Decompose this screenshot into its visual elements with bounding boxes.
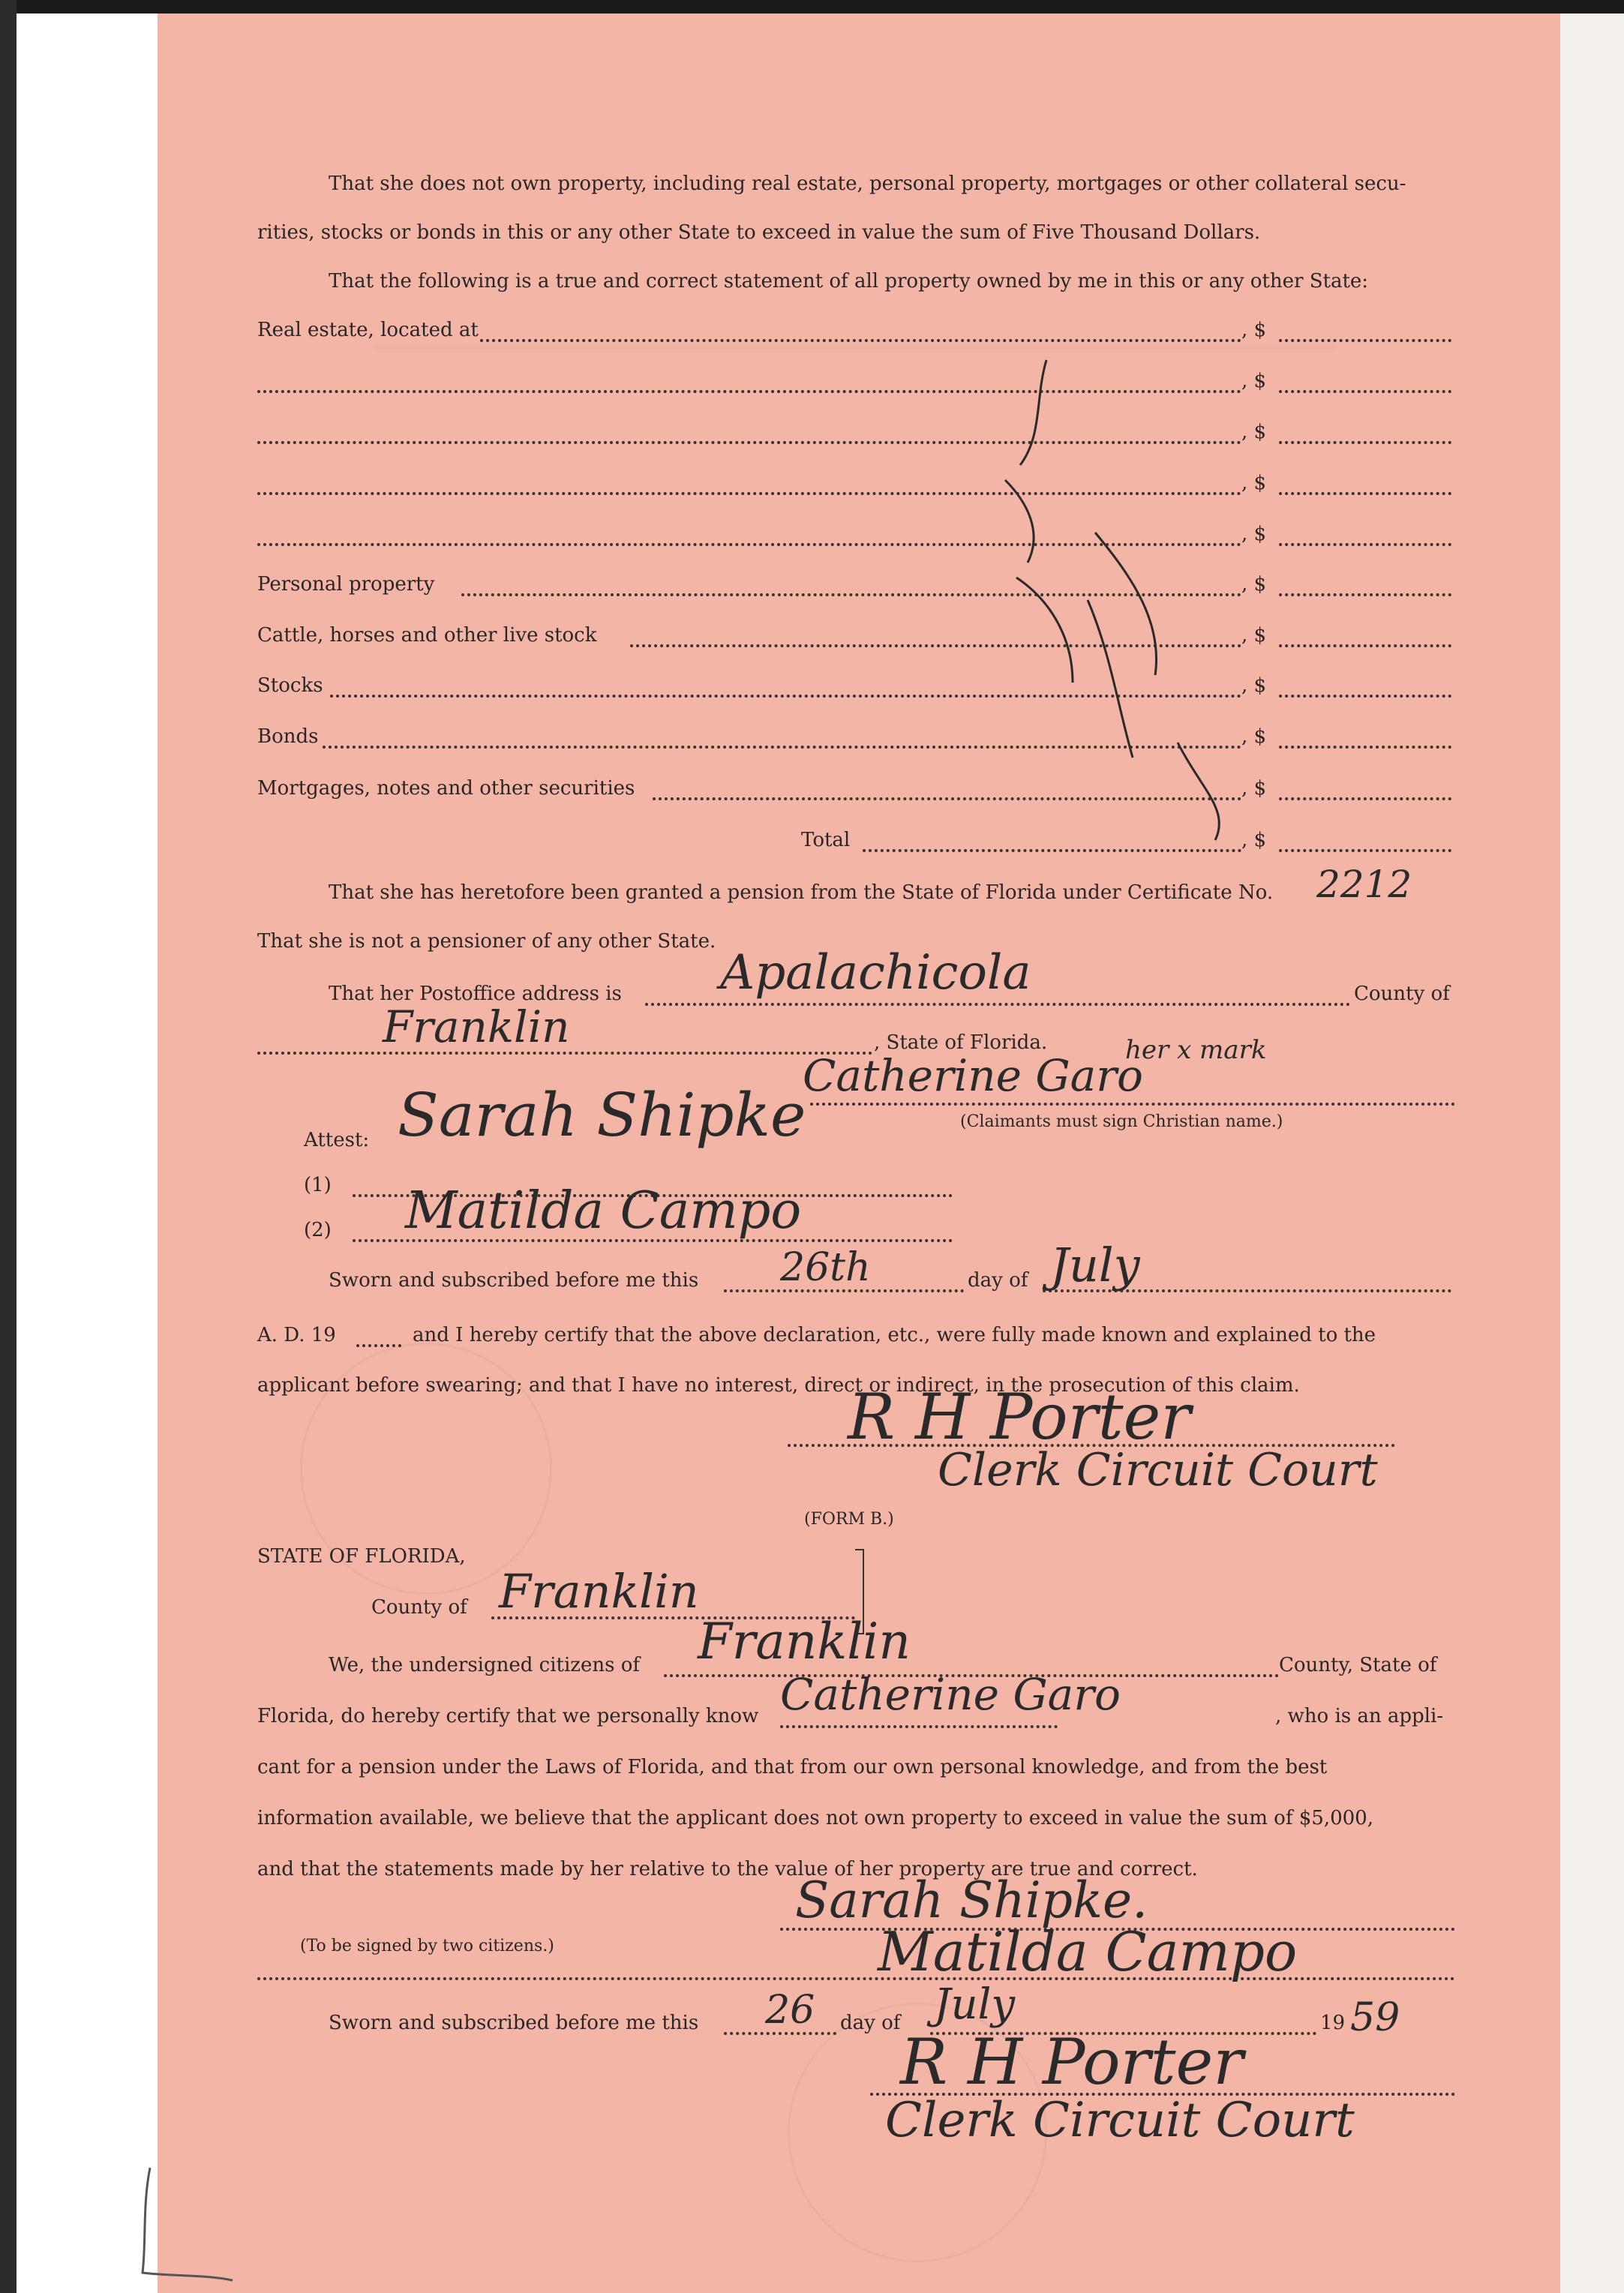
- dollar-field: , $: [1241, 319, 1267, 341]
- amount-dots: [1279, 849, 1451, 852]
- county-state-of-label: County, State of: [1279, 1654, 1437, 1676]
- handwritten-county: Franklin: [383, 1001, 570, 1052]
- handwritten-claimant-mark: her x mark: [1125, 1035, 1267, 1065]
- who-is-applicant-text: , who is an appli-: [1275, 1705, 1444, 1727]
- handwritten-formb-county: Franklin: [499, 1564, 699, 1619]
- postoffice-label: That her Postoffice address is: [329, 983, 622, 1005]
- handwritten-formb-clerk-signature: R H Porter: [900, 2025, 1244, 2099]
- leader-dots: [645, 1003, 1350, 1006]
- property-label-bonds: Bonds: [257, 725, 319, 748]
- amount-dots: [1279, 593, 1451, 596]
- handwritten-formb-year: 59: [1350, 1995, 1400, 2040]
- dollar-field: , $: [1241, 829, 1267, 851]
- formb-line-3: cant for a pension under the Laws of Florida, and that from our own personal knowledge, and from the best: [257, 1756, 1328, 1778]
- ownership-statement-line-2: rities, stocks or bonds in this or any other State to exceed in value the sum of Five Thousand Dollars.: [257, 221, 1261, 244]
- property-label-stocks: Stocks: [257, 674, 323, 697]
- property-statement-intro: That the following is a true and correct statement of all property owned by me in this or any other State:: [329, 270, 1369, 293]
- ad-year-label: A. D. 19: [257, 1324, 336, 1346]
- dollar-field: , $: [1241, 777, 1267, 800]
- leader-dots: [780, 1725, 1058, 1728]
- applicant-text: applicant before swearing; and that I have no interest, direct or indirect, in the prosecution of this claim.: [257, 1374, 1300, 1397]
- dollar-field: , $: [1241, 523, 1267, 545]
- handwritten-postoffice: Apalachicola: [720, 945, 1031, 1001]
- undersigned-text: We, the undersigned citizens of: [329, 1654, 641, 1676]
- handwritten-formb-month: July: [934, 1980, 1016, 2029]
- signed-by-two-citizens-note: (To be signed by two citizens.): [300, 1937, 554, 1955]
- attest-label: Attest:: [304, 1129, 370, 1151]
- amount-dots: [1279, 797, 1451, 800]
- handwritten-formb-applicant: Catherine Garo: [780, 1669, 1121, 1720]
- handwritten-citizen-2: Matilda Campo: [878, 1920, 1298, 1983]
- certify-text: and I hereby certify that the above declaration, etc., were fully made known and explained to the: [413, 1324, 1376, 1346]
- amount-dots: [1279, 492, 1451, 495]
- leader-dots: [480, 339, 1241, 342]
- dollar-field: , $: [1241, 573, 1267, 596]
- plastic-sleeve-edge: [1560, 14, 1624, 2293]
- amount-dots: [1279, 441, 1451, 444]
- handwritten-sworn-day: 26th: [780, 1245, 871, 1290]
- handwritten-clerk-title: Clerk Circuit Court: [938, 1444, 1378, 1496]
- scan-edge-left: [0, 0, 17, 2293]
- handwritten-formb-clerk-title: Clerk Circuit Court: [885, 2093, 1355, 2148]
- dollar-field: , $: [1241, 624, 1267, 647]
- not-pensioner-text: That she is not a pensioner of any other State.: [257, 930, 716, 953]
- formb-day-of-label: day of: [840, 2012, 901, 2034]
- pension-certificate-text: That she has heretofore been granted a pension from the State of Florida under Certificate No.: [329, 881, 1274, 904]
- handwritten-certificate-number: 2212: [1316, 863, 1412, 906]
- handwritten-sworn-month: July: [1050, 1238, 1140, 1292]
- amount-dots: [1279, 746, 1451, 749]
- dollar-field: , $: [1241, 370, 1267, 392]
- amount-dots: [1279, 543, 1451, 546]
- county-of-label: County of: [1354, 983, 1450, 1005]
- leader-dots: [356, 1344, 401, 1347]
- formb-line-5: and that the statements made by her relative to the value of her property are true and correct.: [257, 1858, 1198, 1880]
- amount-dots: [1279, 695, 1451, 698]
- dollar-field: , $: [1241, 472, 1267, 494]
- handwritten-attest-2: Matilda Campo: [405, 1181, 802, 1241]
- amount-dots: [1279, 339, 1451, 342]
- personally-know-text: Florida, do hereby certify that we personally know: [257, 1705, 759, 1727]
- pencil-mark: [120, 2160, 240, 2288]
- formb-sworn-label: Sworn and subscribed before me this: [329, 2012, 699, 2034]
- amount-dots: [1279, 390, 1451, 393]
- state-of-florida-heading: STATE OF FLORIDA,: [257, 1545, 466, 1568]
- handwritten-claimant-name: Catherine Garo: [803, 1050, 1143, 1101]
- property-label-livestock: Cattle, horses and other live stock: [257, 624, 597, 647]
- formb-line-4: information available, we believe that the applicant does not own property to exceed in value the sum of $5,000,: [257, 1807, 1373, 1829]
- dollar-field: , $: [1241, 725, 1267, 748]
- handwritten-citizen-1: Sarah Shipke.: [795, 1871, 1148, 1929]
- handwritten-formb-day: 26: [765, 1988, 815, 2033]
- scan-edge-top: [0, 0, 1624, 14]
- claimant-signature-line: [810, 1103, 1455, 1106]
- total-label: Total: [801, 829, 851, 851]
- form-b-title: (FORM B.): [804, 1510, 894, 1529]
- day-of-label: day of: [968, 1269, 1028, 1292]
- claimant-sign-note: (Claimants must sign Christian name.): [960, 1112, 1283, 1131]
- property-label-mortgages: Mortgages, notes and other securities: [257, 777, 635, 800]
- attest-2-label: (2): [304, 1219, 332, 1241]
- property-label-real-estate: Real estate, located at: [257, 319, 479, 341]
- handwritten-formb-citizens-of: Franklin: [698, 1613, 911, 1670]
- sworn-label: Sworn and subscribed before me this: [329, 1269, 699, 1292]
- handwritten-attest-signature: Sarah Shipke: [398, 1080, 806, 1150]
- attest-1-label: (1): [304, 1174, 332, 1196]
- amount-dots: [1279, 644, 1451, 647]
- handwritten-clerk-signature: R H Porter: [848, 1380, 1191, 1454]
- ownership-statement-line-1: That she does not own property, including real estate, personal property, mortgages or other collateral secu-: [329, 173, 1406, 195]
- handwritten-annotation-scribble: [975, 353, 1290, 863]
- dollar-field: , $: [1241, 421, 1267, 443]
- property-label-personal: Personal property: [257, 573, 435, 596]
- formb-year-prefix: 19: [1320, 2012, 1346, 2034]
- formb-county-label: County of: [371, 1596, 467, 1619]
- dollar-field: , $: [1241, 674, 1267, 697]
- state-of-florida-label: , State of Florida.: [874, 1031, 1048, 1054]
